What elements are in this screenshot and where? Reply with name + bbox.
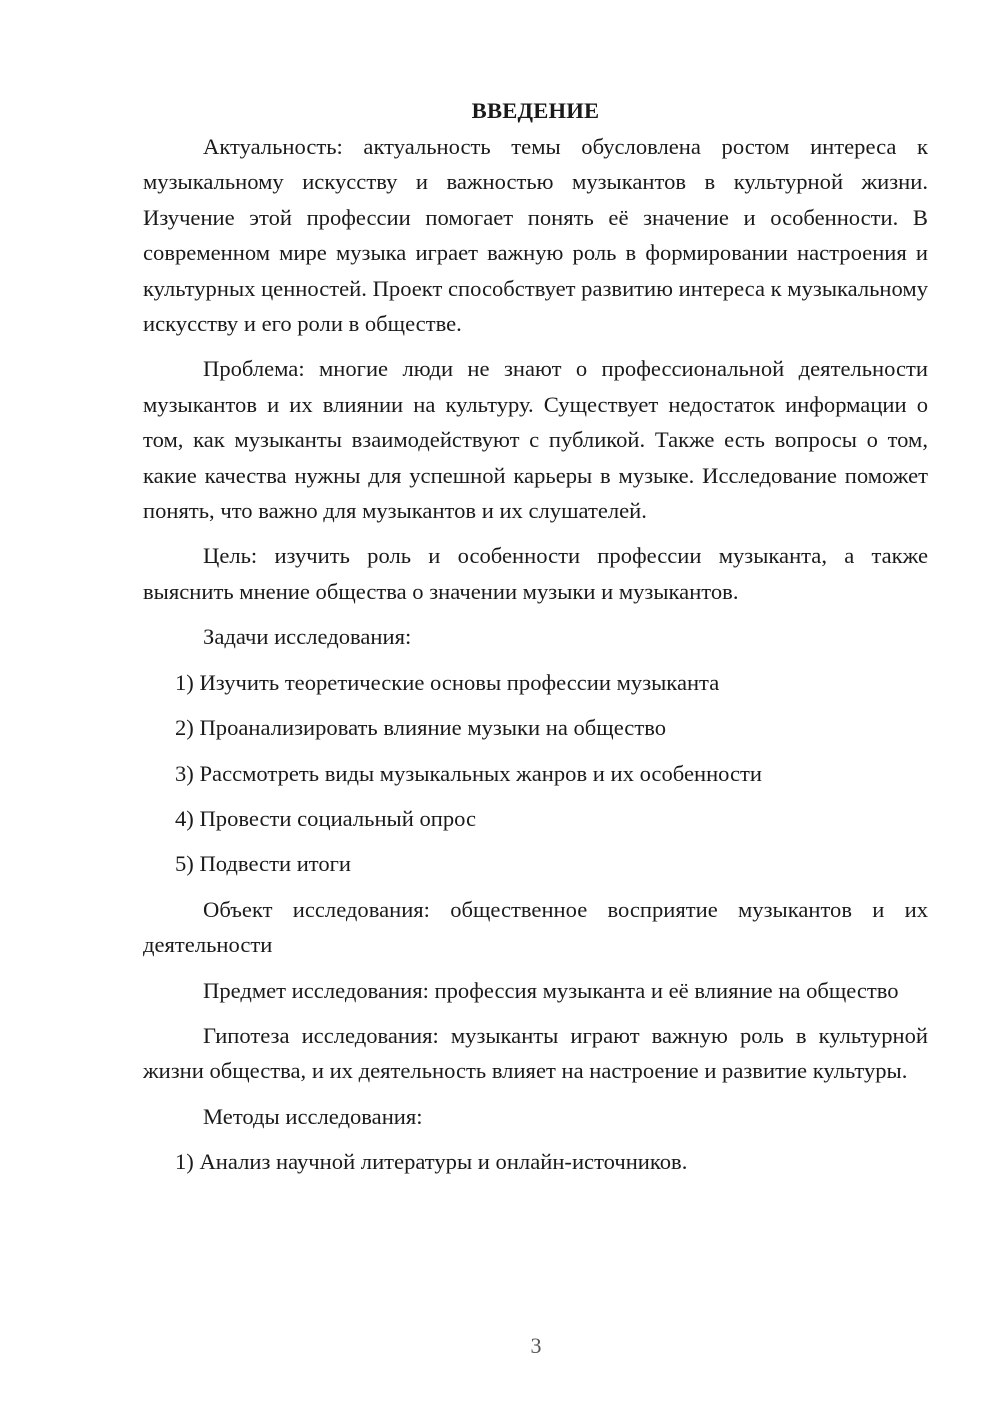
page-number: 3	[530, 1333, 542, 1358]
hypothesis-paragraph: Гипотеза исследования: музыканты играют важную роль в культурной жизни общества, и их деятельность влияет на настроение и развитие культуры.	[143, 1022, 928, 1084]
section-heading: ВВЕДЕНИЕ	[471, 98, 600, 123]
methods-title: Методы исследования:	[203, 1103, 423, 1129]
page-content	[143, 93, 928, 1180]
goal-paragraph: Цель: изучить роль и особенности профессии музыканта, а также выяснить мнение общества о значении музыки и музыкантов.	[143, 543, 928, 604]
task-item: 5) Подвести итоги	[175, 851, 352, 877]
task-item: 1) Изучить теоретические основы профессии музыканта	[175, 669, 720, 695]
task-item: 2) Проанализировать влияние музыки на общество	[175, 715, 667, 741]
task-item: 3) Рассмотреть виды музыкальных жанров и их особенности	[175, 760, 763, 786]
object-paragraph: Объект исследования: общественное восприятие музыкантов и их деятельности	[143, 896, 928, 958]
task-item: 4) Провести социальный опрос	[175, 805, 477, 831]
problem-paragraph: Проблема: многие люди не знают о профессиональной деятельности музыкантов и их влиянии на культуру. Существует недостаток информации о том, как музыканты взаимодействуют с публикой. Также есть вопросы о том, какие качества нужны для успешной карьеры в музыке. Исследование поможет понять, что важно для музыкантов и их слушателей.	[143, 356, 928, 524]
method-item: 1) Анализ научной литературы и онлайн-источников.	[175, 1149, 688, 1175]
relevance-paragraph: Актуальность: актуальность темы обусловлена ростом интереса к музыкальному искусству и важностью музыкантов в культурной жизни. Изучение этой профессии помогает понять её значение и особенности. В современном мире музыка играет важную роль в формировании настроения и культурных ценностей. Проект способствует развитию интереса к музыкальному искусству и его роли в обществе.	[143, 134, 928, 337]
subject-paragraph: Предмет исследования: профессия музыканта и её влияние на общество	[203, 977, 899, 1003]
tasks-title: Задачи исследования:	[203, 624, 412, 650]
